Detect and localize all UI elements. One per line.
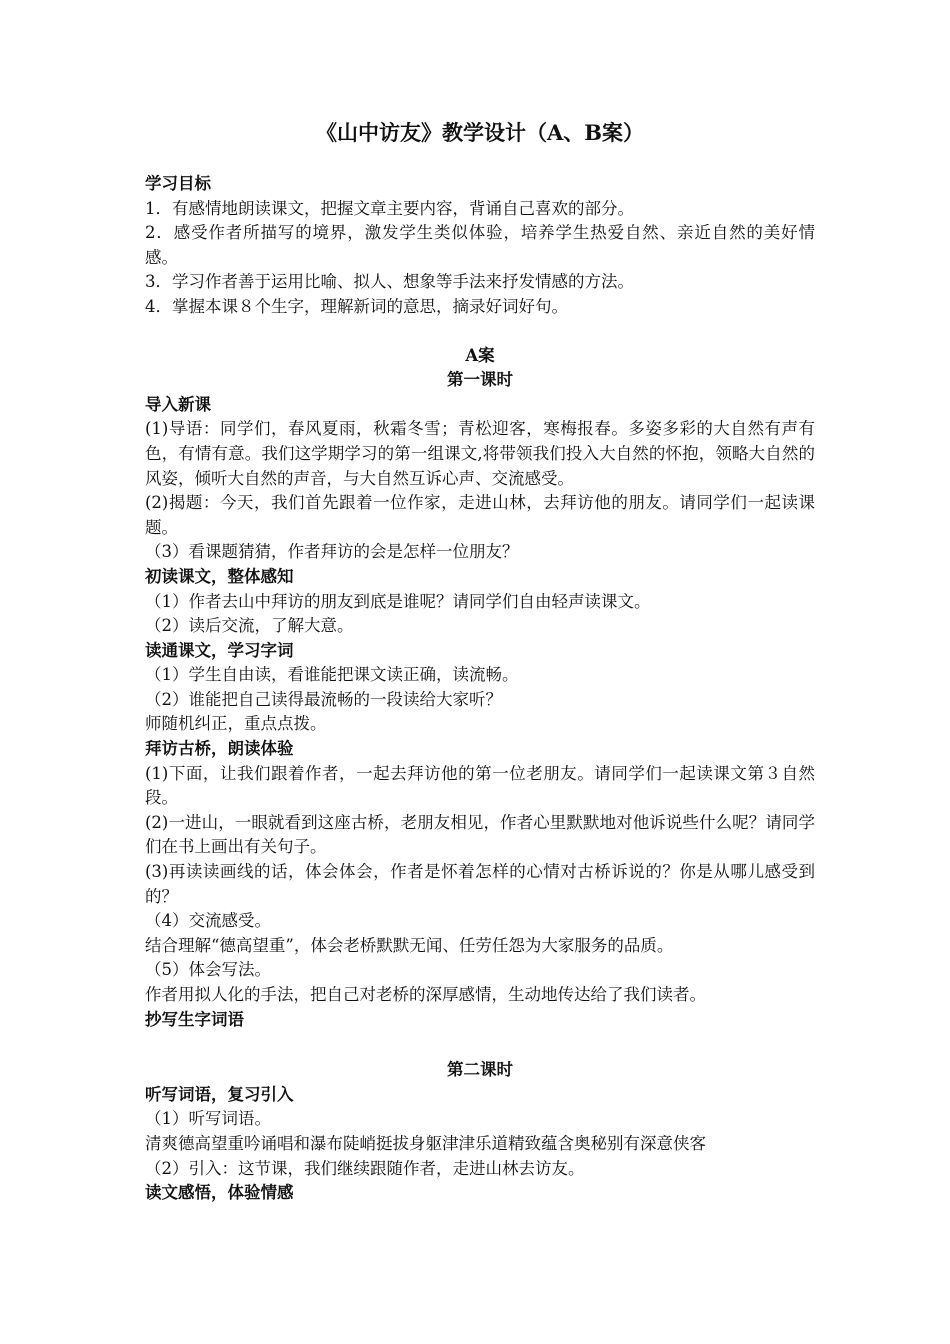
paragraph: （5）体会写法。 xyxy=(145,960,271,980)
objective-item: 4．掌握本课８个生字，理解新词的意思，摘录好词好句。 xyxy=(145,296,568,316)
spacer xyxy=(145,320,815,344)
section-heading-old-bridge: 拜访古桥，朗读体验 xyxy=(145,739,294,759)
paragraph: 清爽德高望重吟诵唱和瀑布陡峭挺拔身躯津津乐道精致蕴含奥秘别有深意侠客 xyxy=(145,1133,706,1153)
paragraph: （4）交流感受。 xyxy=(145,911,271,931)
objectives-heading: 学习目标 xyxy=(145,174,211,193)
objective-item: 2．感受作者所描写的境界，激发学生类似体验，培养学生热爱自然、亲近自然的美好情感。 xyxy=(145,223,815,267)
paragraph: 作者用拟人化的手法，把自己对老桥的深厚感情，生动地传达给了我们读者。 xyxy=(145,985,706,1004)
paragraph: (3)再读读画线的话，体会体会，作者是怀着怎样的心情对古桥诉说的？你是从哪儿感受到的？ xyxy=(145,862,815,906)
paragraph: （2）引入：这节课，我们继续跟随作者，走进山林去访友。 xyxy=(145,1158,585,1178)
lesson-two-heading: 第二课时 xyxy=(447,1060,513,1080)
section-heading-copy-words: 抄写生字词语 xyxy=(145,1009,244,1029)
paragraph: （2）读后交流，了解大意。 xyxy=(145,616,354,636)
objective-item: 1．有感情地朗读课文，把握文章主要内容，背诵自己喜欢的部分。 xyxy=(145,198,634,218)
document-page xyxy=(145,118,815,1206)
paragraph: (2)一进山，一眼就看到这座古桥，老朋友相见，作者心里默默地对他诉说些什么呢？请同学们在书上画出有关句子。 xyxy=(145,812,815,857)
paragraph: （1）听写词语。 xyxy=(145,1109,271,1129)
paragraph: (1)下面，让我们跟着作者，一起去拜访他的第一位老朋友。请同学们一起读课文第３自然段。 xyxy=(145,763,815,808)
objective-item: 3．学习作者善于运用比喻、拟人、想象等手法来抒发情感的方法。 xyxy=(145,272,634,292)
document-title: 《山中访友》教学设计（A、B案） xyxy=(315,120,645,145)
paragraph: （1）学生自由读，看谁能把课文读正确，读流畅。 xyxy=(145,665,519,685)
section-heading-first-reading: 初读课文，整体感知 xyxy=(145,566,294,586)
paragraph: （2）谁能把自己读得最流畅的一段读给大家听？ xyxy=(145,689,502,709)
paragraph: (1)导语：同学们，春风夏雨，秋霜冬雪；青松迎客，寒梅报春。多姿多彩的大自然有声有色，有情有意。我们这学期学习的第一组课文,将带领我们投入大自然的怀抱，领略大自然的风姿，倾听大自然的声音，与大自然互诉心声、交流感受。 xyxy=(145,419,815,488)
paragraph: （1）作者去山中拜访的朋友到底是谁呢？请同学们自由轻声读课文。 xyxy=(145,591,651,611)
spacer xyxy=(145,1032,815,1058)
paragraph: (2)揭题：今天，我们首先跟着一位作家，走进山林，去拜访他的朋友。请同学们一起读课题。 xyxy=(145,493,815,537)
paragraph: 师随机纠正，重点点拨。 xyxy=(145,714,327,734)
section-heading-reading-feeling: 读文感悟，体验情感 xyxy=(145,1183,294,1203)
paragraph: 结合理解“德高望重”，体会老桥默默无闻、任劳任怨为大家服务的品质。 xyxy=(145,935,674,955)
plan-a-heading: A案 xyxy=(465,345,495,365)
section-heading-vocabulary: 读通课文，学习字词 xyxy=(145,640,294,660)
section-heading-dictation: 听写词语，复习引入 xyxy=(145,1084,294,1104)
section-heading-intro: 导入新课 xyxy=(145,394,211,414)
lesson-one-heading: 第一课时 xyxy=(447,370,513,390)
paragraph: （3）看课题猜猜，作者拜访的会是怎样一位朋友？ xyxy=(145,542,519,562)
